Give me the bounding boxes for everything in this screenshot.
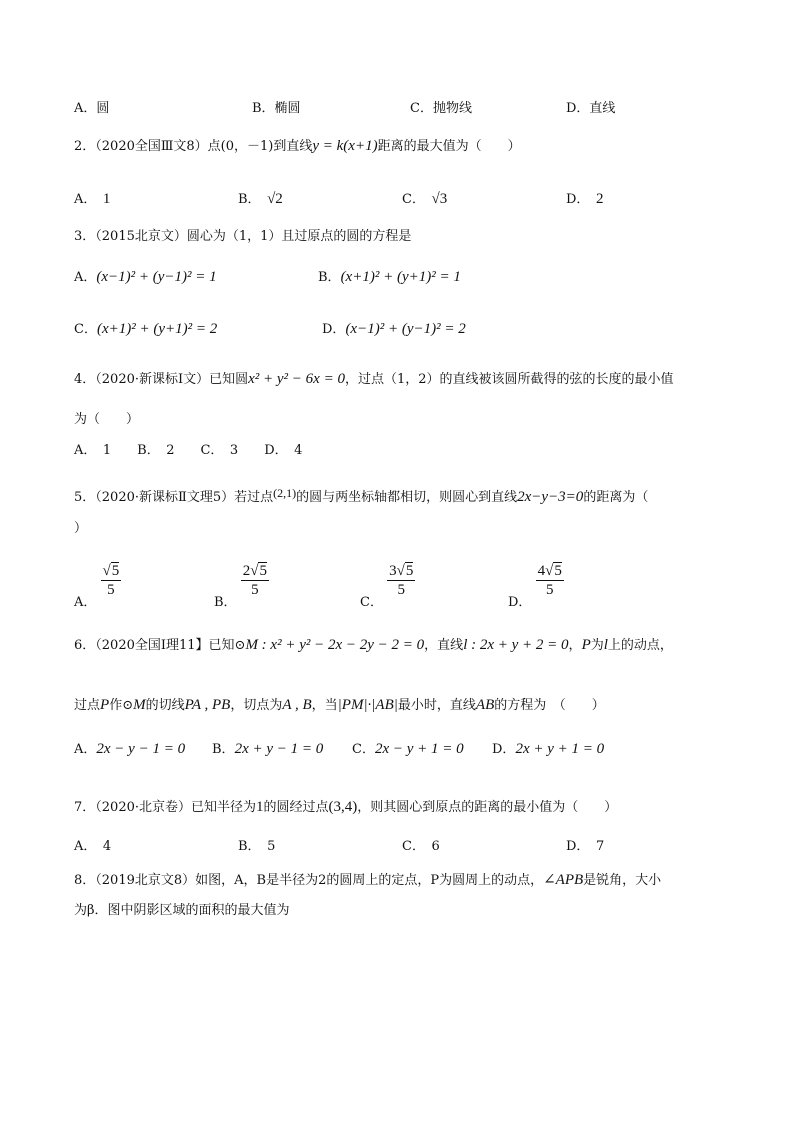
q5-option-c: C． $\frac{3√5}{5}$: [360, 563, 414, 610]
q6-product-expression: |PM|·|AB|: [337, 697, 398, 713]
q3-option-a: A．(x−1)² + (y−1)² = 1: [74, 269, 217, 285]
q6-option-b: B．2x + y − 1 = 0: [212, 741, 324, 757]
q2-option-b: B． √2: [238, 191, 283, 207]
q6-tangent-lines: PA , PB: [184, 697, 231, 713]
q3-option-d: D．(x−1)² + (y−1)² = 2: [322, 321, 466, 337]
q5-option-d-fraction: $\frac{4√5}{5}$: [537, 563, 562, 598]
q5-option-b: B． $\frac{2√5}{5}$: [214, 563, 267, 610]
q3-option-b: B．(x+1)² + (y+1)² = 1: [318, 269, 461, 285]
q2-option-d: D． 2: [566, 191, 604, 207]
q2-option-c: C． √3: [402, 191, 448, 207]
q1-option-b: B．椭圆: [252, 101, 301, 116]
q6-line-equation: l : 2x + y + 2 = 0: [463, 637, 569, 653]
q8-angle: ∠APB: [543, 872, 584, 888]
q8-stem-cont: 为β．图中阴影区域的面积的最大值为: [74, 903, 290, 918]
q6-stem-cont: 过点P作⊙M的切线PA , PB，切点为A , B，当|PM|·|AB|最小时，直线AB的方程为 （ ）: [74, 697, 605, 713]
q1-option-c: C．抛物线: [410, 101, 472, 116]
q6-option-d: D．2x + y + 1 = 0: [492, 741, 605, 757]
q7-option-c: C． 6: [402, 839, 440, 854]
q7-stem: 7．（2020·北京卷）已知半径为1的圆经过点(3,4)，则其圆心到原点的距离的最小值为（ ）: [74, 799, 618, 815]
q4-stem: 4．（2020·新课标Ⅰ文）已知圆x² + y² − 6x = 0，过点（1，2）的直线被该圆所截得的弦的长度的最小值: [74, 371, 674, 387]
q2-stem: [74, 137, 521, 156]
q5-option-a-fraction: $\frac{√5}{5}$: [102, 563, 120, 598]
q2-stem-text-end: 距离的最大值为（ ）: [377, 139, 521, 154]
q7-option-b: B． 5: [238, 839, 276, 854]
q7-point: (3,4): [328, 799, 358, 815]
q4-stem-cont: 为（ ）: [74, 412, 140, 427]
q5-point: (2,1): [273, 486, 297, 500]
q2-stem-text: 2．（2020全国Ⅲ文8）点(0，－1)到直线: [74, 139, 313, 154]
q4-circle-equation: x² + y² − 6x = 0: [248, 371, 345, 387]
q4-options: A． 1 B． 2 C． 3 D． 4: [74, 443, 303, 458]
q5-option-d: D． $\frac{4√5}{5}$: [508, 563, 562, 610]
q8-stem: 8．（2019北京文8）如图，A，B是半径为2的圆周上的定点，P为圆周上的动点，∠APB是锐角，大小: [74, 872, 662, 888]
q5-line-equation: 2x−y−3=0: [517, 489, 584, 505]
q6-stem: 6．（2020全国Ⅰ理11】已知⊙M : x² + y² − 2x − 2y − 2 = 0，直线l : 2x + y + 2 = 0，P为l上的动点，: [74, 637, 673, 653]
q2-option-a: A． 1: [74, 191, 111, 207]
q3-stem: 3．（2015北京文）圆心为（1，1）且过原点的圆的方程是: [74, 229, 412, 244]
q5-option-a: A． $\frac{√5}{5}$: [74, 563, 120, 610]
q2-line-equation: y = k(x+1): [312, 138, 378, 154]
q6-option-a: A．2x − y − 1 = 0: [74, 741, 186, 757]
q5-stem: 5．（2020·新课标Ⅱ文理5）若过点(2,1)的圆与两坐标轴都相切，则圆心到直线2x−y−3=0的距离为（: [74, 486, 649, 505]
q1-option-d: D．直线: [566, 101, 616, 116]
q6-option-c: C．2x − y + 1 = 0: [352, 741, 464, 757]
q7-option-d: D． 7: [566, 839, 605, 854]
q5-option-b-fraction: $\frac{2√5}{5}$: [242, 563, 267, 598]
q1-option-a: A．圆: [74, 101, 110, 116]
q5-option-c-fraction: $\frac{3√5}{5}$: [389, 563, 414, 598]
q5-stem-cont: ）: [74, 521, 88, 536]
q7-option-a: A． 4: [74, 839, 112, 854]
q6-circle-equation: M : x² + y² − 2x − 2y − 2 = 0: [245, 637, 425, 653]
q3-option-c: C．(x+1)² + (y+1)² = 2: [74, 321, 218, 337]
